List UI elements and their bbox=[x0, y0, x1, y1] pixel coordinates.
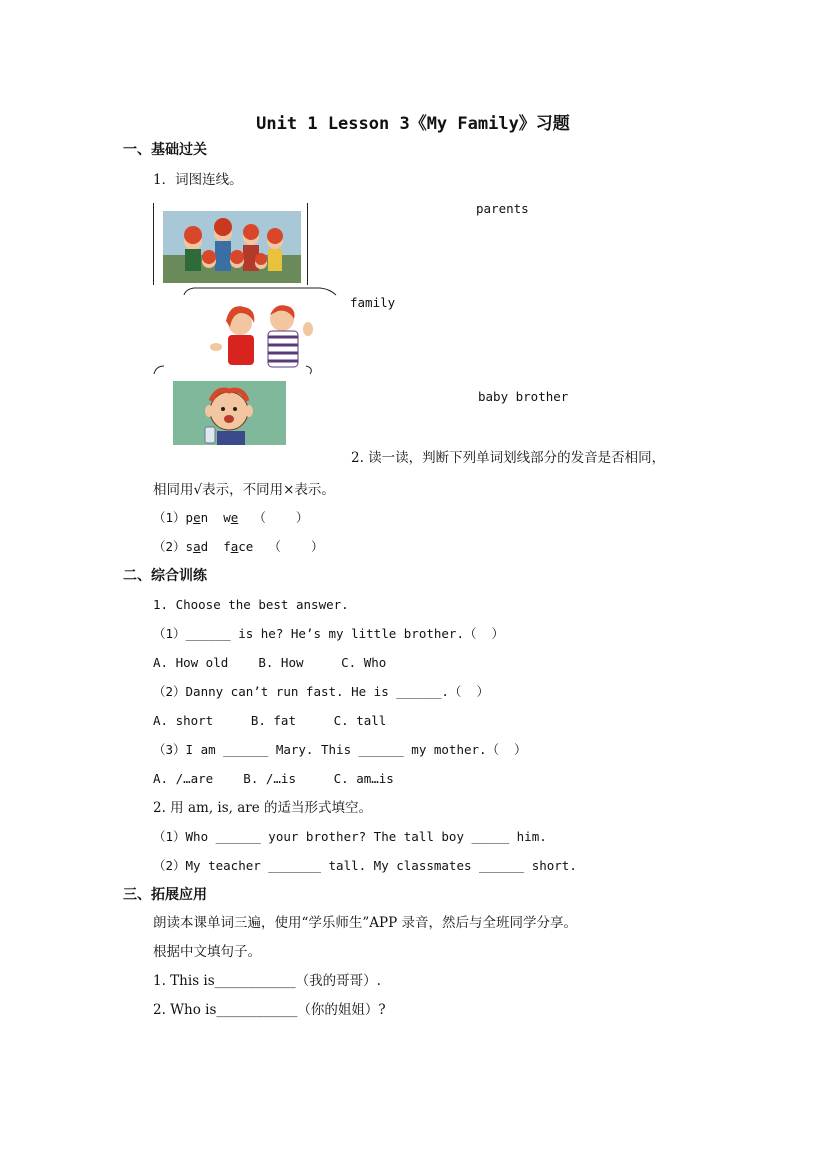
reading-instruction: 朗读本课单词三遍，使用“学乐师生”APP 录音，然后与全班同学分享。 bbox=[153, 915, 578, 931]
pair-word-underlined: e bbox=[193, 510, 201, 525]
options-1-3: A. /…are B. /…is C. am…is bbox=[153, 771, 394, 786]
pair-word-letter: s bbox=[185, 539, 194, 554]
options-1-1: A. How old B. How C. Who bbox=[153, 655, 387, 670]
pair-word-underlined: a bbox=[193, 539, 201, 554]
parents-picture bbox=[180, 287, 340, 371]
pair-word-letter: f bbox=[223, 539, 231, 554]
q2-instruction-2: 相同用√表示，不同用×表示。 bbox=[153, 482, 335, 498]
family-picture bbox=[163, 211, 301, 283]
sentence-2: 2. Who is____________（你的姐姐）? bbox=[153, 1002, 386, 1018]
section-heading-3: 三、拓展应用 bbox=[123, 887, 207, 903]
question-1-2: （2）Danny can’t run fast. He is ______.（ ） bbox=[153, 684, 489, 699]
question-2-1: （1）Who ______ your brother? The tall boy _____ him. bbox=[153, 829, 547, 844]
word-parents: parents bbox=[476, 201, 529, 216]
section-heading-2: 二、综合训练 bbox=[123, 568, 207, 584]
pair-number: （1） bbox=[153, 510, 186, 525]
pair-word-underlined: a bbox=[230, 539, 239, 554]
baby-brother-picture bbox=[173, 381, 286, 445]
pair-word-letter: w bbox=[223, 510, 231, 525]
word-baby-brother: baby brother bbox=[478, 389, 569, 404]
pair-word-letter: d bbox=[200, 539, 209, 554]
pair-word-letter: n bbox=[200, 510, 209, 525]
choose-label: 1. Choose the best answer. bbox=[153, 597, 349, 612]
pronunciation-pair-1 bbox=[153, 509, 308, 527]
pair-word-underlined: e bbox=[230, 510, 239, 525]
question-1-1: （1）______ is he? He’s my little brother.（ ） bbox=[153, 626, 505, 641]
pair-number: （2） bbox=[153, 539, 186, 554]
fill-label: 2. 用 am, is, are 的适当形式填空。 bbox=[153, 800, 373, 816]
question-1-3: （3）I am ______ Mary. This ______ my mother.（ ） bbox=[153, 742, 527, 757]
q1-label: 1．词图连线。 bbox=[153, 172, 243, 188]
page-title: Unit 1 Lesson 3《My Family》习题 bbox=[256, 114, 570, 134]
options-1-2: A. short B. fat C. tall bbox=[153, 713, 387, 728]
pronunciation-pair-2 bbox=[153, 538, 323, 556]
translation-instruction: 根据中文填句子。 bbox=[153, 944, 261, 960]
frame-curve bbox=[150, 364, 320, 376]
answer-parentheses[interactable]: （ ） bbox=[268, 539, 324, 554]
answer-parentheses[interactable]: （ ） bbox=[253, 510, 309, 525]
section-heading-1: 一、基础过关 bbox=[123, 142, 207, 158]
sentence-1: 1. This is____________（我的哥哥）. bbox=[153, 973, 381, 989]
question-2-2: （2）My teacher _______ tall. My classmates ______ short. bbox=[153, 858, 577, 873]
pair-word-letter: p bbox=[185, 510, 194, 525]
q2-instruction-1: 2. 读一读，判断下列单词划线部分的发音是否相同， bbox=[351, 450, 666, 466]
word-family: family bbox=[350, 295, 396, 310]
pair-word-letter: ce bbox=[238, 539, 254, 554]
